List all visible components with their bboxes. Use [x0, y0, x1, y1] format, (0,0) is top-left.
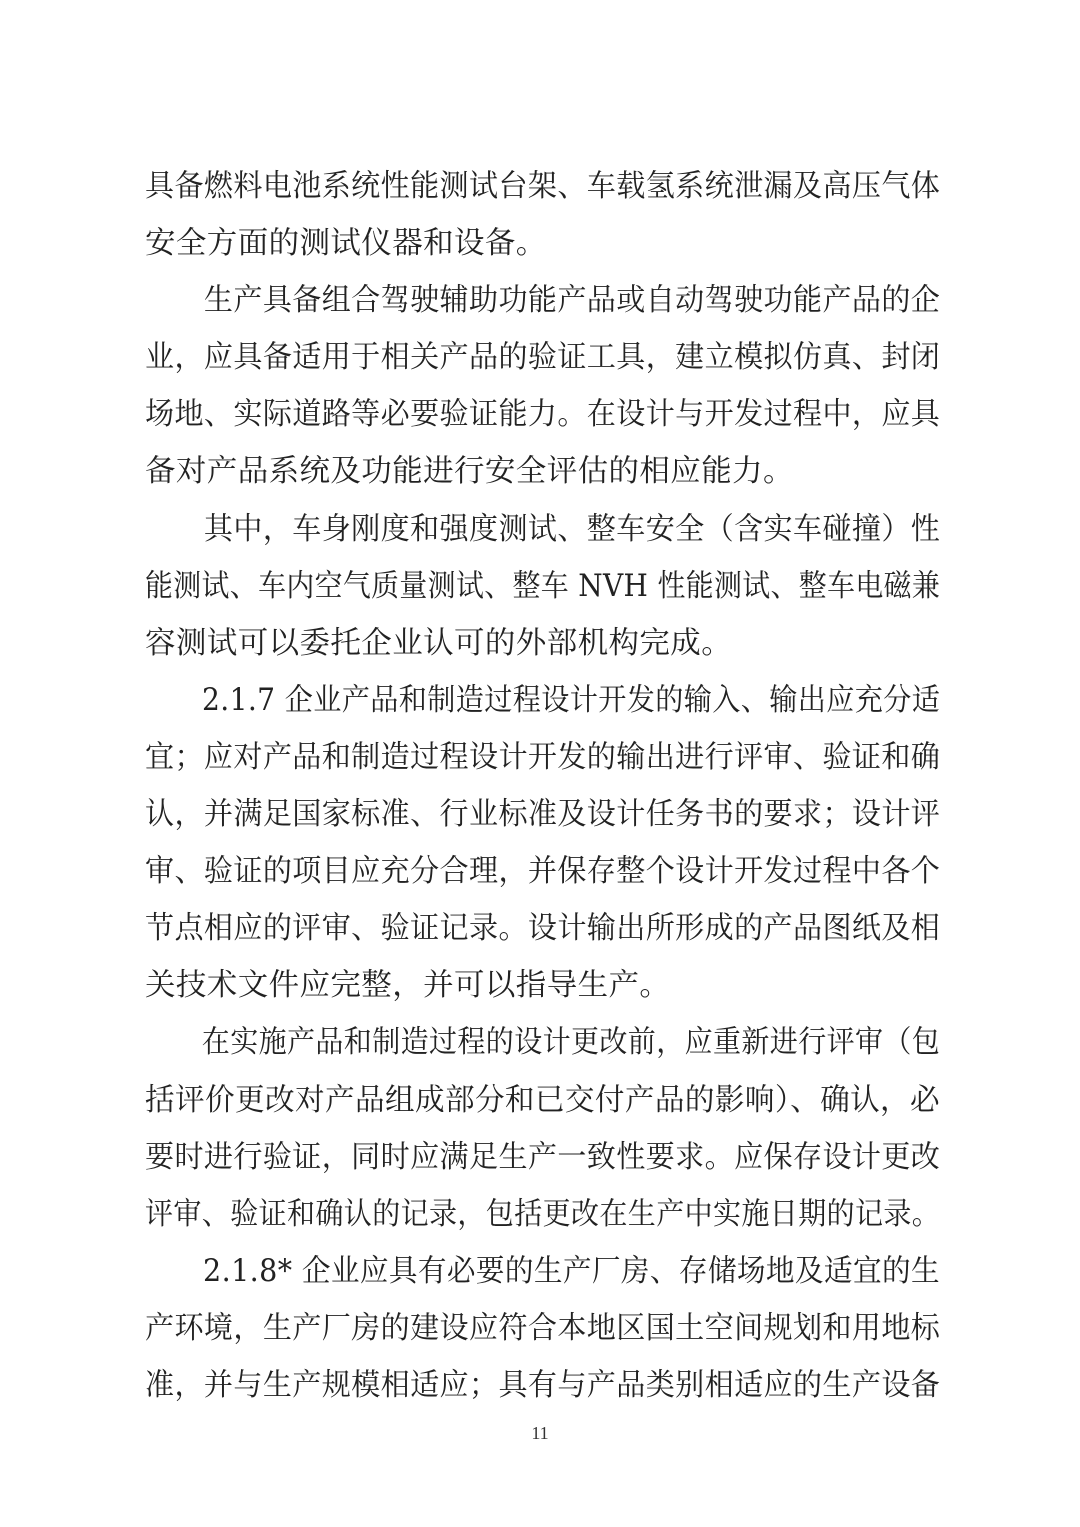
text-line: 安全方面的测试仪器和设备。 [145, 226, 547, 262]
text-line: 准，并与生产规模相适应；具有与产品类别相适应的生产设备 [145, 1367, 941, 1403]
page-number: 11 [531, 1423, 549, 1443]
text-line: 备对产品系统及功能进行安全评估的相应能力。 [145, 454, 794, 490]
body-text [145, 158, 940, 1414]
text-line: 2.1.7 企业产品和制造过程设计开发的输入、输出应充分适 [145, 682, 941, 718]
text-line: 生产具备组合驾驶辅助功能产品或自动驾驶功能产品的企 [145, 283, 941, 319]
text-line: 具备燃料电池系统性能测试台架、车载氢系统泄漏及高压气体 [145, 169, 941, 204]
text-line: 在实施产品和制造过程的设计更改前，应重新进行评审（包 [145, 1025, 941, 1061]
paragraph [145, 1243, 940, 1414]
text-line: 要时进行验证，同时应满足生产一致性要求。应保存设计更改 [145, 1139, 941, 1175]
paragraph [145, 272, 940, 500]
text-line: 场地、实际道路等必要验证能力。在设计与开发过程中，应具 [145, 397, 941, 433]
paragraph [145, 158, 940, 272]
text-line: 能测试、车内空气质量测试、整车 NVH 性能测试、整车电磁兼 [145, 568, 941, 604]
text-line: 业，应具备适用于相关产品的验证工具，建立模拟仿真、封闭 [145, 340, 941, 376]
text-line: 括评价更改对产品组成部分和已交付产品的影响）、确认，必 [145, 1082, 941, 1118]
text-line: 宜；应对产品和制造过程设计开发的输出进行评审、验证和确 [145, 739, 941, 775]
text-line: 容测试可以委托企业认可的外部机构完成。 [145, 625, 733, 661]
text-line: 评审、验证和确认的记录，包括更改在生产中实施日期的记录。 [145, 1196, 941, 1232]
text-line: 产环境，生产厂房的建设应符合本地区国土空间规划和用地标 [145, 1310, 941, 1346]
text-line: 认，并满足国家标准、行业标准及设计任务书的要求；设计评 [145, 797, 941, 833]
paragraph [145, 672, 940, 1015]
text-line: 其中，车身刚度和强度测试、整车安全（含实车碰撞）性 [145, 511, 941, 547]
text-line: 审、验证的项目应充分合理，并保存整个设计开发过程中各个 [145, 854, 941, 890]
text-line: 节点相应的评审、验证记录。设计输出所形成的产品图纸及相 [145, 911, 941, 947]
text-line: 2.1.8* 企业应具有必要的生产厂房、存储场地及适宜的生 [145, 1253, 940, 1289]
text-line: 关技术文件应完整，并可以指导生产。 [145, 968, 671, 1004]
paragraph [145, 501, 940, 672]
paragraph [145, 1014, 940, 1242]
